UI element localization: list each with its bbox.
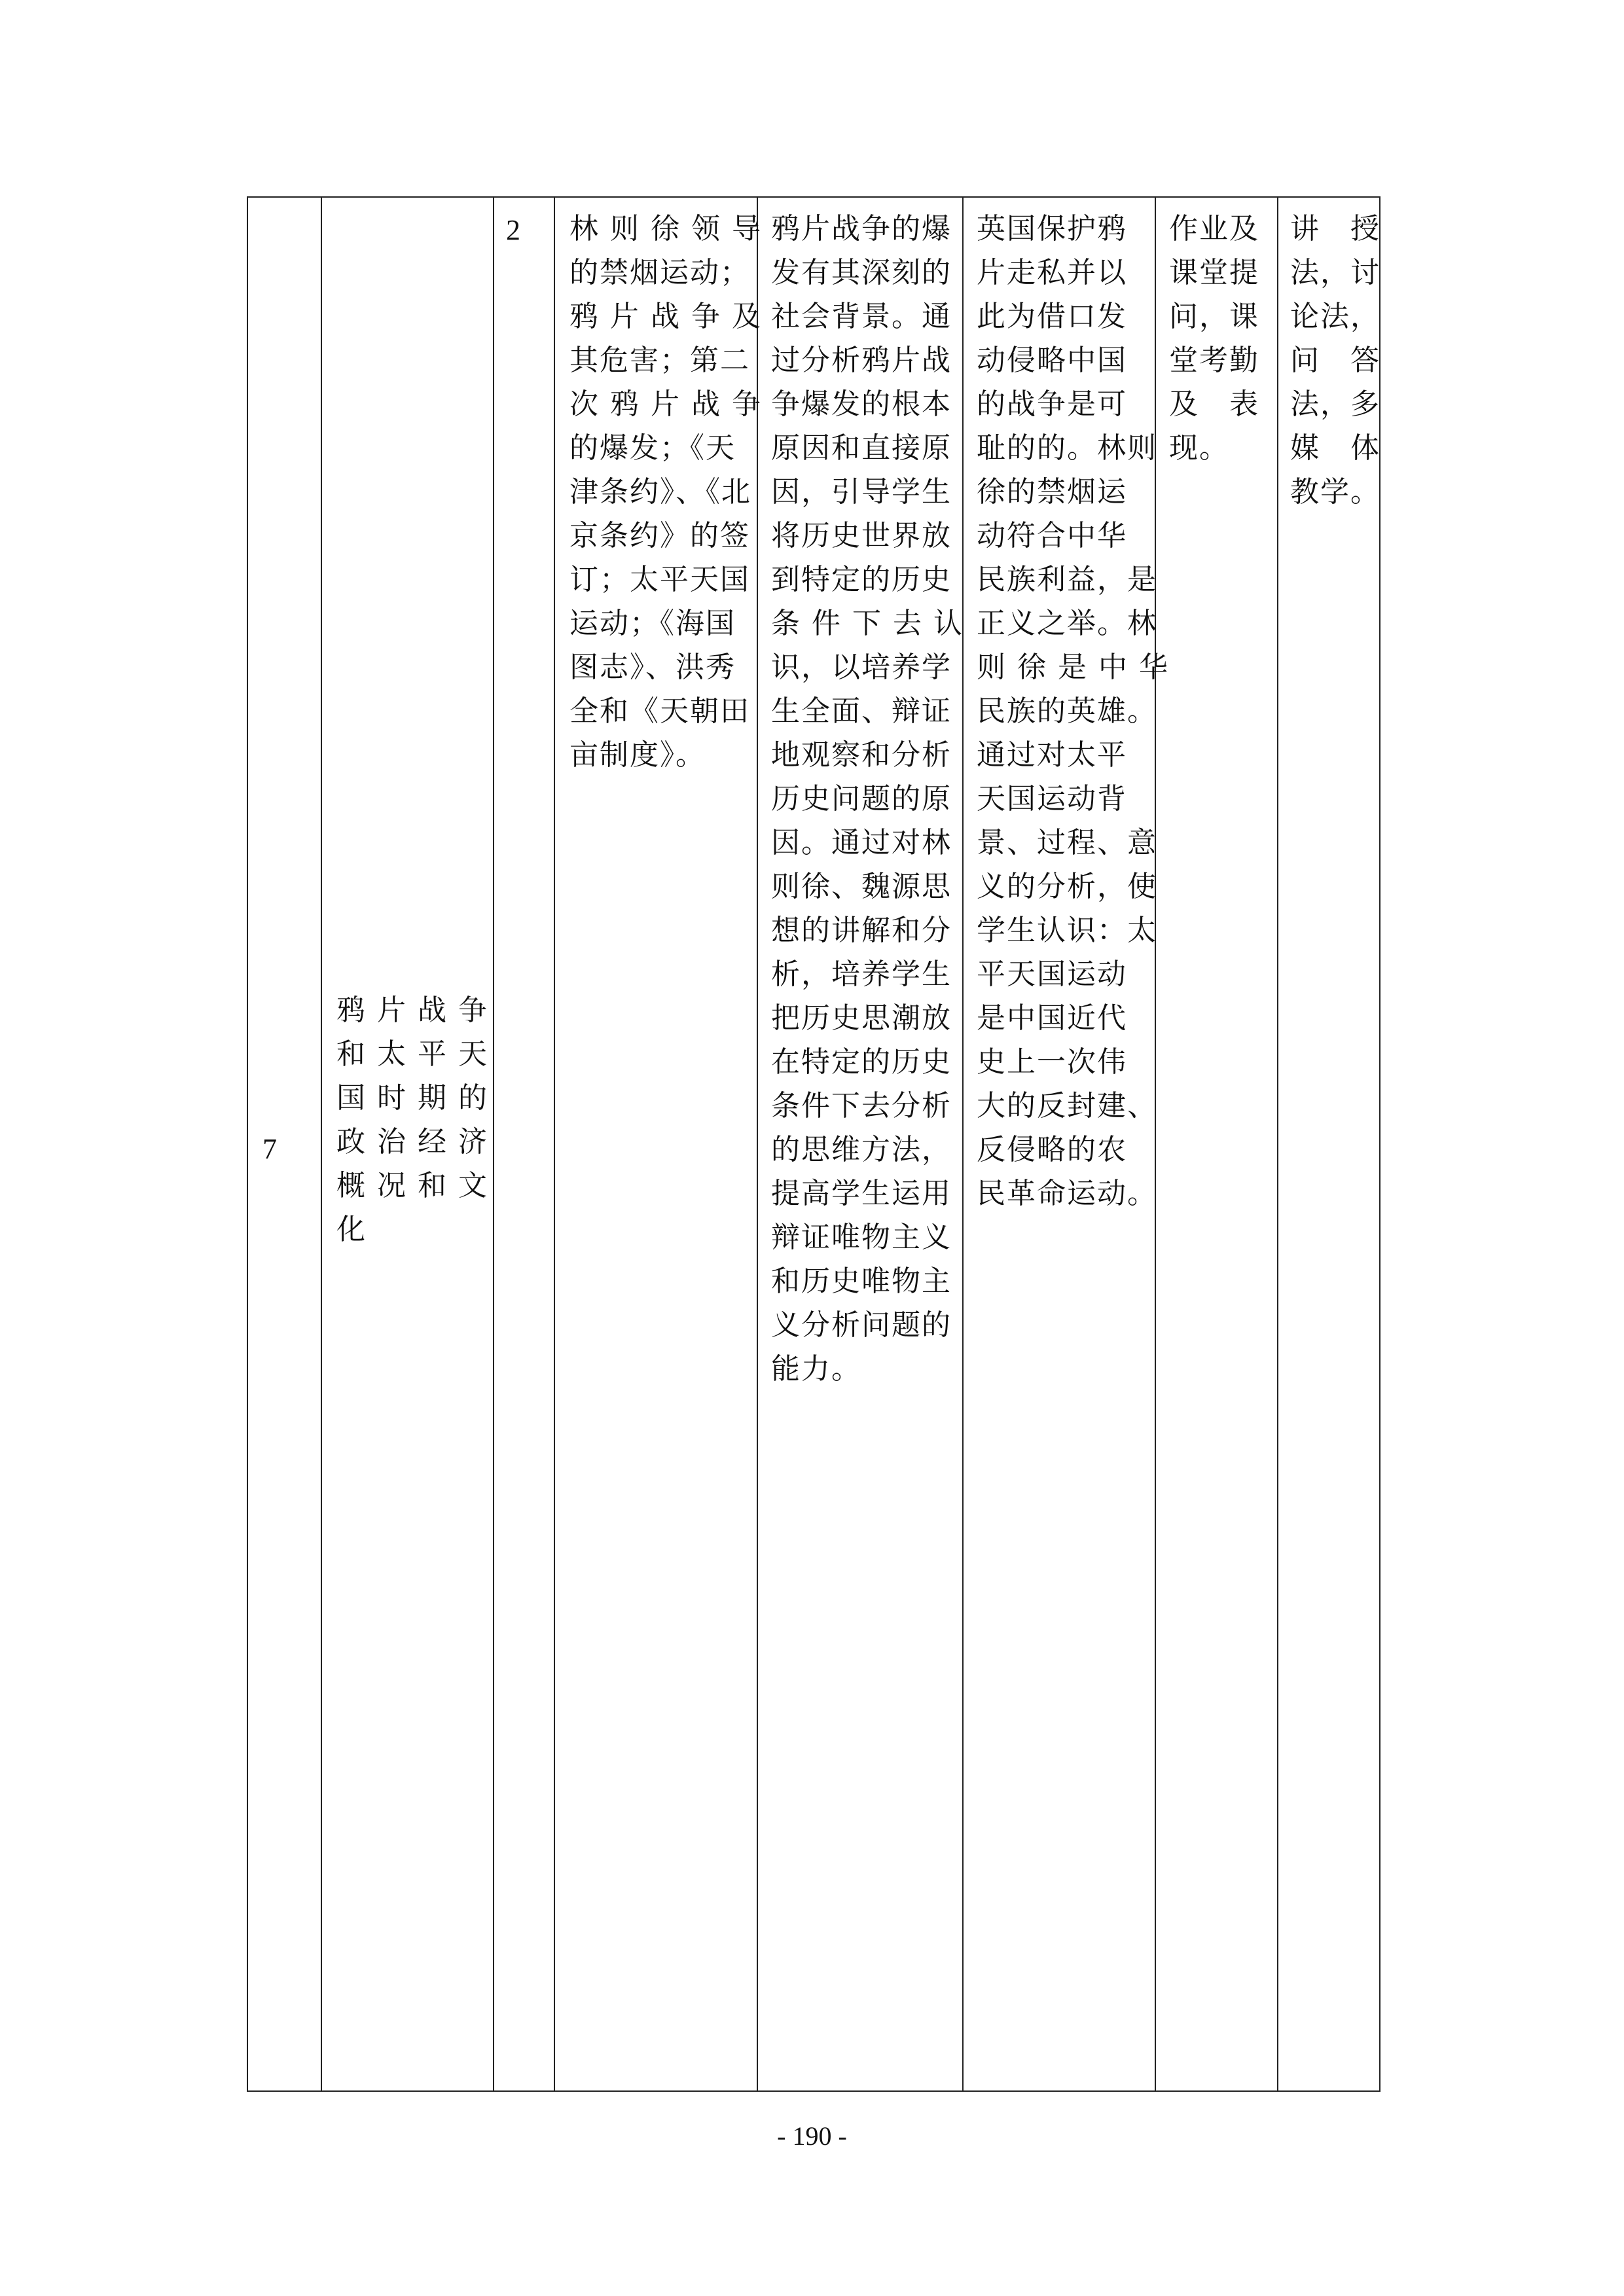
chapter-title: 鸦 片 战 争 和 太 平 天 国 时 期 的 政 治 经 济 概 况 和 文 化 [336, 994, 488, 1246]
class-hours: 2 [506, 214, 522, 246]
cell-ideology [962, 198, 1169, 2090]
teaching-objectives: 鸦片战争的爆 发有其深刻的 社会背景。通 过分析鸦片战 争爆发的根本 原因和直接原 因，引导学生 将历史世界放 到特定的历史 条 件 下 去 认 识，以培养学 生全面、辩证 地观察和分析 历史问题的原 因。通过对林 则徐、魏源思 想的讲解和分 析，培养学生 把历史思潮放 在特定的历史 条件下去分析 的思维方法， 提高学生运用 辩证唯物主义 和历史唯物主 义分析问题的 能力。 [771, 212, 964, 1386]
teaching-method: 讲 授 法，讨 论法， 问 答 法，多 媒 体 教学。 [1290, 212, 1380, 509]
assessment-method: 作业及 课堂提 问，课 堂考勤 及 表 现。 [1169, 212, 1259, 465]
row-index: 7 [262, 1133, 278, 1165]
ideological-education: 英国保护鸦 片走私并以 此为借口发 动侵略中国 的战争是可 耻的的。林则 徐的禁烟运 动符合中华 民族利益，是 正义之举。林 则 徐 是 中 华 民族的英雄。 通过对太平 天国运动背 景、过程、意 义的分析，使 学生认识：太 平天国运动 是中国近代 史上一次伟 大的反封建、 反侵略的农 民革命运动。 [977, 212, 1169, 1210]
cell-content [554, 198, 762, 2090]
syllabus-table [247, 196, 1380, 2092]
cell-assessment [1155, 198, 1277, 2090]
cell-index [248, 198, 321, 2090]
teaching-content: 林 则 徐 领 导 的禁烟运动； 鸦 片 战 争 及 其危害；第二 次 鸦 片 战 争 的爆发；《天 津条约》、《北 京条约》的签 订；太平天国 运动；《海国 图志》、洪秀 全和《天朝田 亩制度》。 [569, 212, 762, 772]
cell-objectives [757, 198, 962, 2090]
cell-chapter [321, 198, 493, 2090]
cell-hours [493, 198, 554, 2090]
page-number: - 190 - [777, 2121, 847, 2151]
cell-method [1277, 198, 1382, 2090]
